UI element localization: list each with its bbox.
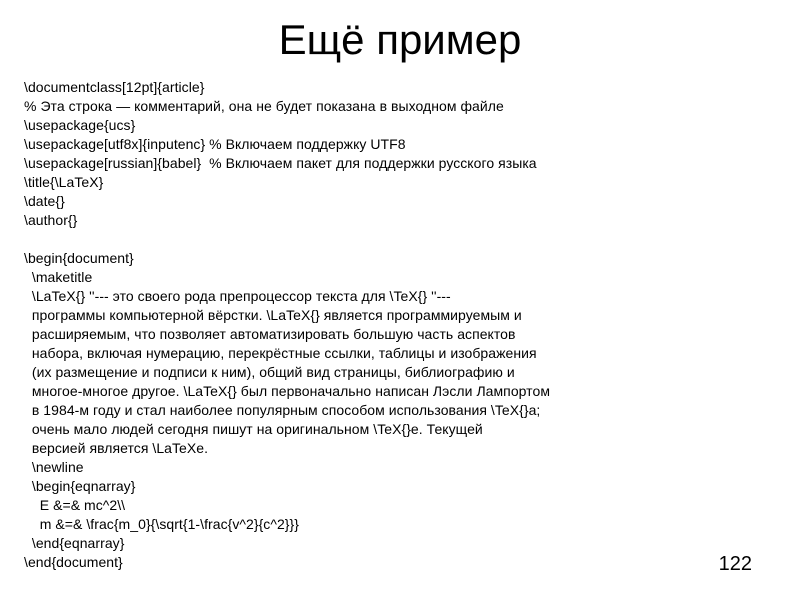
code-line: E &=& mc^2\\: [24, 497, 126, 513]
code-line: программы компьютерной вёрстки. \LaTeX{} является программируемым и: [24, 307, 522, 323]
code-line: многое-многое другое. \LaTeX{} был первоначально написан Лэсли Лампортом: [24, 383, 550, 399]
code-line: \documentclass[12pt]{article}: [24, 79, 205, 95]
code-line: % Эта строка — комментарий, она не будет показана в выходном файле: [24, 98, 504, 114]
code-line: (их размещение и подписи к ним), общий вид страницы, библиографию и: [24, 364, 515, 380]
code-line: \usepackage{ucs}: [24, 117, 136, 133]
code-line: \newline: [24, 459, 84, 475]
code-line: версией является \LaTeXe.: [24, 440, 209, 456]
code-line: очень мало людей сегодня пишут на оригинальном \TeX{}е. Текущей: [24, 421, 483, 437]
code-line: \usepackage[utf8x]{inputenc} % Включаем поддержку UTF8: [24, 136, 406, 152]
code-line: \begin{document}: [24, 250, 134, 266]
code-line: расширяемым, что позволяет автоматизировать большую часть аспектов: [24, 326, 516, 342]
latex-code-block: [24, 78, 724, 572]
code-line: \title{\LaTeX}: [24, 174, 104, 190]
code-line: m &=& \frac{m_0}{\sqrt{1-\frac{v^2}{c^2}}}: [24, 516, 299, 532]
code-line: \end{document}: [24, 554, 123, 570]
code-line: \usepackage[russian]{babel} % Включаем пакет для поддержки русского языка: [24, 155, 537, 171]
code-line: \end{eqnarray}: [24, 535, 125, 551]
code-line: \author{}: [24, 212, 78, 228]
code-line: \begin{eqnarray}: [24, 478, 136, 494]
code-line: набора, включая нумерацию, перекрёстные ссылки, таблицы и изображения: [24, 345, 537, 361]
code-line: \maketitle: [24, 269, 93, 285]
code-line: \LaTeX{} ''--- это своего рода препроцессор текста для \TeX{} ''---: [24, 288, 451, 304]
code-line: в 1984-м году и стал наиболее популярным способом использования \TeX{}а;: [24, 402, 541, 418]
slide-title: Ещё пример: [278, 16, 522, 63]
slide-number: 122: [718, 553, 752, 575]
code-line-blank: [24, 230, 724, 249]
code-line: \date{}: [24, 193, 65, 209]
